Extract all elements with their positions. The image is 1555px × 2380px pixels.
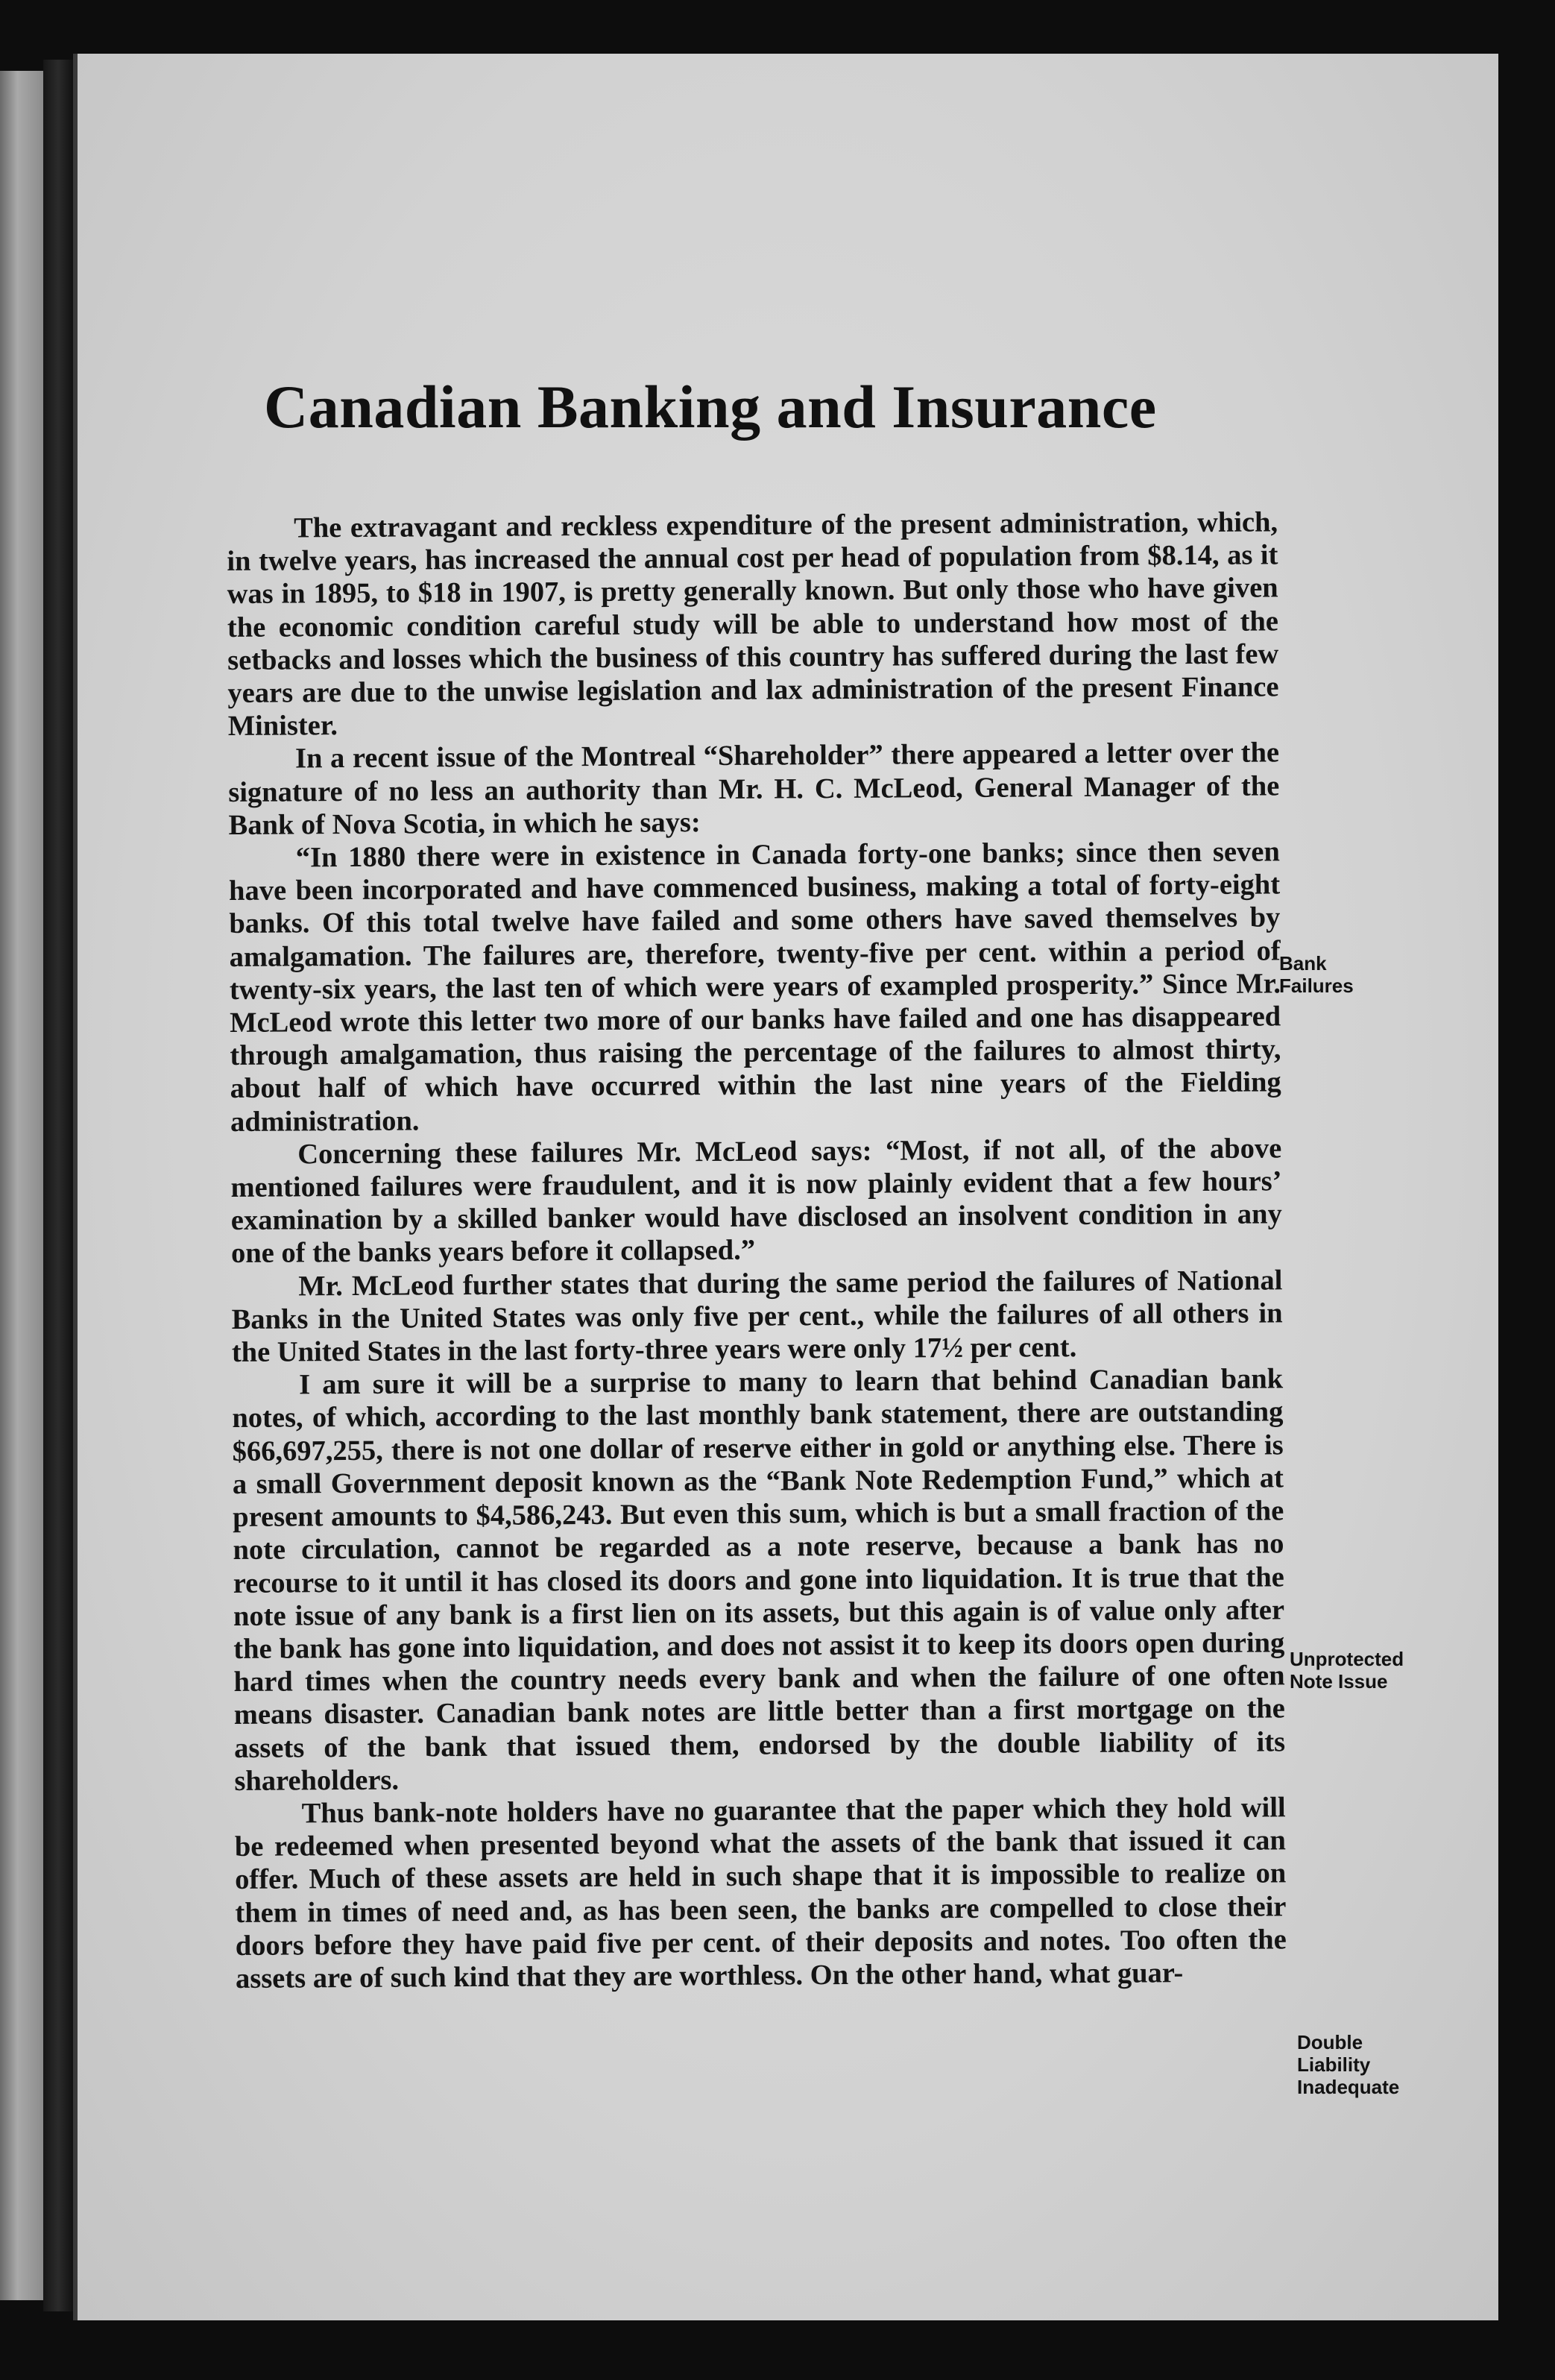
paragraph-5: Mr. McLeod further states that during the same period the failures of National Banks in the United States was only five per cent., while the failures of all others in the United States in the last forty-three years were only 17½ per cent. — [231, 1265, 1283, 1369]
book-spine — [43, 60, 73, 2311]
body-text — [227, 506, 1287, 1995]
page-title: Canadian Banking and Insurance — [264, 373, 1157, 441]
scanned-page — [73, 54, 1498, 2320]
margin-note-double-liability — [1297, 2031, 1399, 2098]
paragraph-2: In a recent issue of the Montreal “Shareholder” there appeared a letter over the signature of no less an authority than Mr. H. C. McLeod, General Manager of the Bank of Nova Scotia, in which he says: — [228, 737, 1280, 841]
margin-note-line: Inadequate — [1297, 2076, 1400, 2098]
margin-note-line: Liability — [1297, 2053, 1371, 2076]
adjacent-page-edge — [0, 71, 43, 2300]
paragraph-6: I am sure it will be a surprise to many to learn that behind Canadian bank notes, of which, according to the last monthly bank statement, there are outstanding $66,697,255, there is not one dollar of reserve either in gold or anything else. There is a small Government deposit known as the “Bank Note Redemption Fund,” which at present amounts to $4,586,243. But even this sum, which is but a small fraction of the note circulation, cannot be regarded as a note reserve, because a bank has no recourse to it until it has closed its doors and gone into liquidation. It is true that the note issue of any bank is a first lien on its assets, but this again is of value only after the bank has gone into liquidation, and does not assist it to keep its doors open during hard times when the country needs every bank and when the failure of one often means disaster. Canadian bank notes are little better than a first mortgage on the assets of the bank that issued them, endorsed by the double liability of its shareholders. — [232, 1363, 1286, 1797]
margin-note-line: Double — [1297, 2031, 1363, 2053]
margin-note-line: Unprotected — [1290, 1648, 1404, 1670]
margin-note-line: Failures — [1279, 975, 1354, 997]
margin-note-unprotected-note-issue — [1290, 1648, 1404, 1693]
margin-note-line: Bank — [1279, 952, 1327, 975]
margin-note-bank-failures — [1279, 952, 1354, 997]
margin-note-line: Note Issue — [1290, 1670, 1388, 1693]
paragraph-4: Concerning these failures Mr. McLeod says: “Most, if not all, of the above mentioned failures were fraudulent, and it is now plainly evident that a few hours’ examination by a skilled banker would have disclosed an insolvent condition in any one of the banks years before it collapsed.” — [230, 1133, 1282, 1270]
paragraph-3: “In 1880 there were in existence in Canada forty-one banks; since then seven have been incorporated and have commenced business, making a total of forty-eight banks. Of this total twelve have failed and some others have saved themselves by amalgamation. The failures are, therefore, twenty-five per cent. within a period of twenty-six years, the last ten of which were years of exampled prosperity.” Since Mr. McLeod wrote this letter two more of our banks have failed and one has disappeared through amalgamation, thus raising the percentage of the failures to almost thirty, about half of which have occurred within the last nine years of the Fielding administration. — [228, 836, 1281, 1138]
paragraph-7: Thus bank-note holders have no guarantee that the paper which they hold will be redeemed when presented beyond what the assets of the bank that issued it can offer. Much of these assets are held in such shape that it is impossible to realize on them in times of need and, as has been seen, the banks are compelled to close their doors before they have paid five per cent. of their deposits and notes. Too often the assets are of such kind that they are worthless. On the other hand, what guar- — [234, 1792, 1287, 1995]
paragraph-1: The extravagant and reckless expenditure of the present administration, which, in twelve years, has increased the annual cost per head of population from $8.14, as it was in 1895, to $18 in 1907, is pretty generally known. But only those who have given the economic condition careful study will be able to understand how most of the setbacks and losses which the business of this country has suffered during the last few years are due to the unwise legislation and lax administration of the present Finance Minister. — [227, 506, 1279, 743]
